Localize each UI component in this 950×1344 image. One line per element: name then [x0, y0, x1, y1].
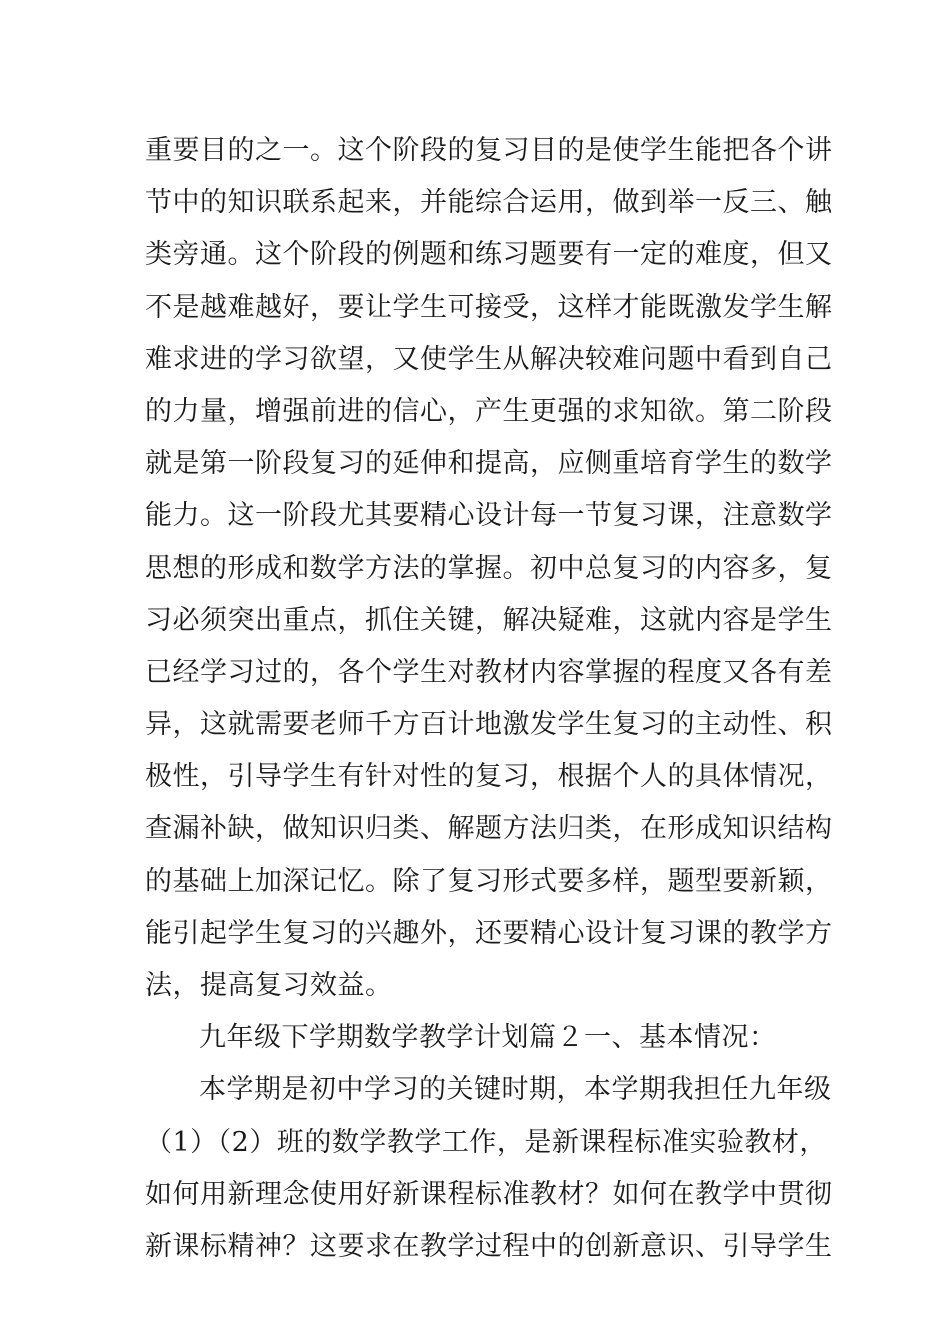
text-line: 的力量，增强前进的信心，产生更强的求知欲。第二阶段	[145, 395, 833, 427]
paragraph-basic-situation	[145, 1064, 833, 1273]
text-line: 法，提高复习效益。	[145, 970, 393, 1001]
text-line: 新课标精神？这要求在教学过程中的创新意识、引导学生	[145, 1230, 833, 1262]
text-line: 查漏补缺，做知识归类、解题方法归类，在形成知识结构	[145, 813, 833, 845]
text-line: 习必须突出重点，抓住关键，解决疑难，这就内容是学生	[145, 604, 833, 636]
text-line: 不是越难越好，要让学生可接受，这样才能既激发学生解	[145, 291, 833, 323]
text-line: 的基础上加深记忆。除了复习形式要多样，题型要新颖，	[145, 865, 833, 897]
paragraph-review-stage	[145, 125, 833, 1012]
text-line: 极性，引导学生有针对性的复习，根据个人的具体情况，	[145, 761, 833, 793]
text-line: 已经学习过的，各个学生对教材内容掌握的程度又各有差	[145, 656, 833, 688]
text-line: 类旁通。这个阶段的例题和练习题要有一定的难度，但又	[145, 239, 833, 271]
text-line: （1）（2）班的数学教学工作，是新课程标准实验教材，	[145, 1126, 827, 1158]
text-line: 如何用新理念使用好新课程标准教材？如何在教学中贯彻	[145, 1178, 833, 1210]
text-line: 能力。这一阶段尤其要精心设计每一节复习课，注意数学	[145, 500, 833, 532]
text-line: 难求进的学习欲望，又使学生从解决较难问题中看到自己	[145, 343, 833, 375]
text-line: 能引起学生复习的兴趣外，还要精心设计复习课的教学方	[145, 917, 833, 949]
text-line: 重要目的之一。这个阶段的复习目的是使学生能把各个讲	[145, 135, 833, 166]
text-line: 异，这就需要老师千方百计地激发学生复习的主动性、积	[145, 709, 833, 741]
text-line: 思想的形成和数学方法的掌握。初中总复习的内容多，复	[145, 552, 833, 584]
text-line: 节中的知识联系起来，并能综合运用，做到举一反三、触	[145, 187, 833, 219]
text-line: 本学期是初中学习的关键时期，本学期我担任九年级	[199, 1074, 832, 1106]
section-heading: 九年级下学期数学教学计划篇２一、基本情况：	[199, 1022, 777, 1054]
document-body	[145, 125, 833, 1273]
text-line: 就是第一阶段复习的延伸和提高，应侧重培育学生的数学	[145, 448, 833, 480]
